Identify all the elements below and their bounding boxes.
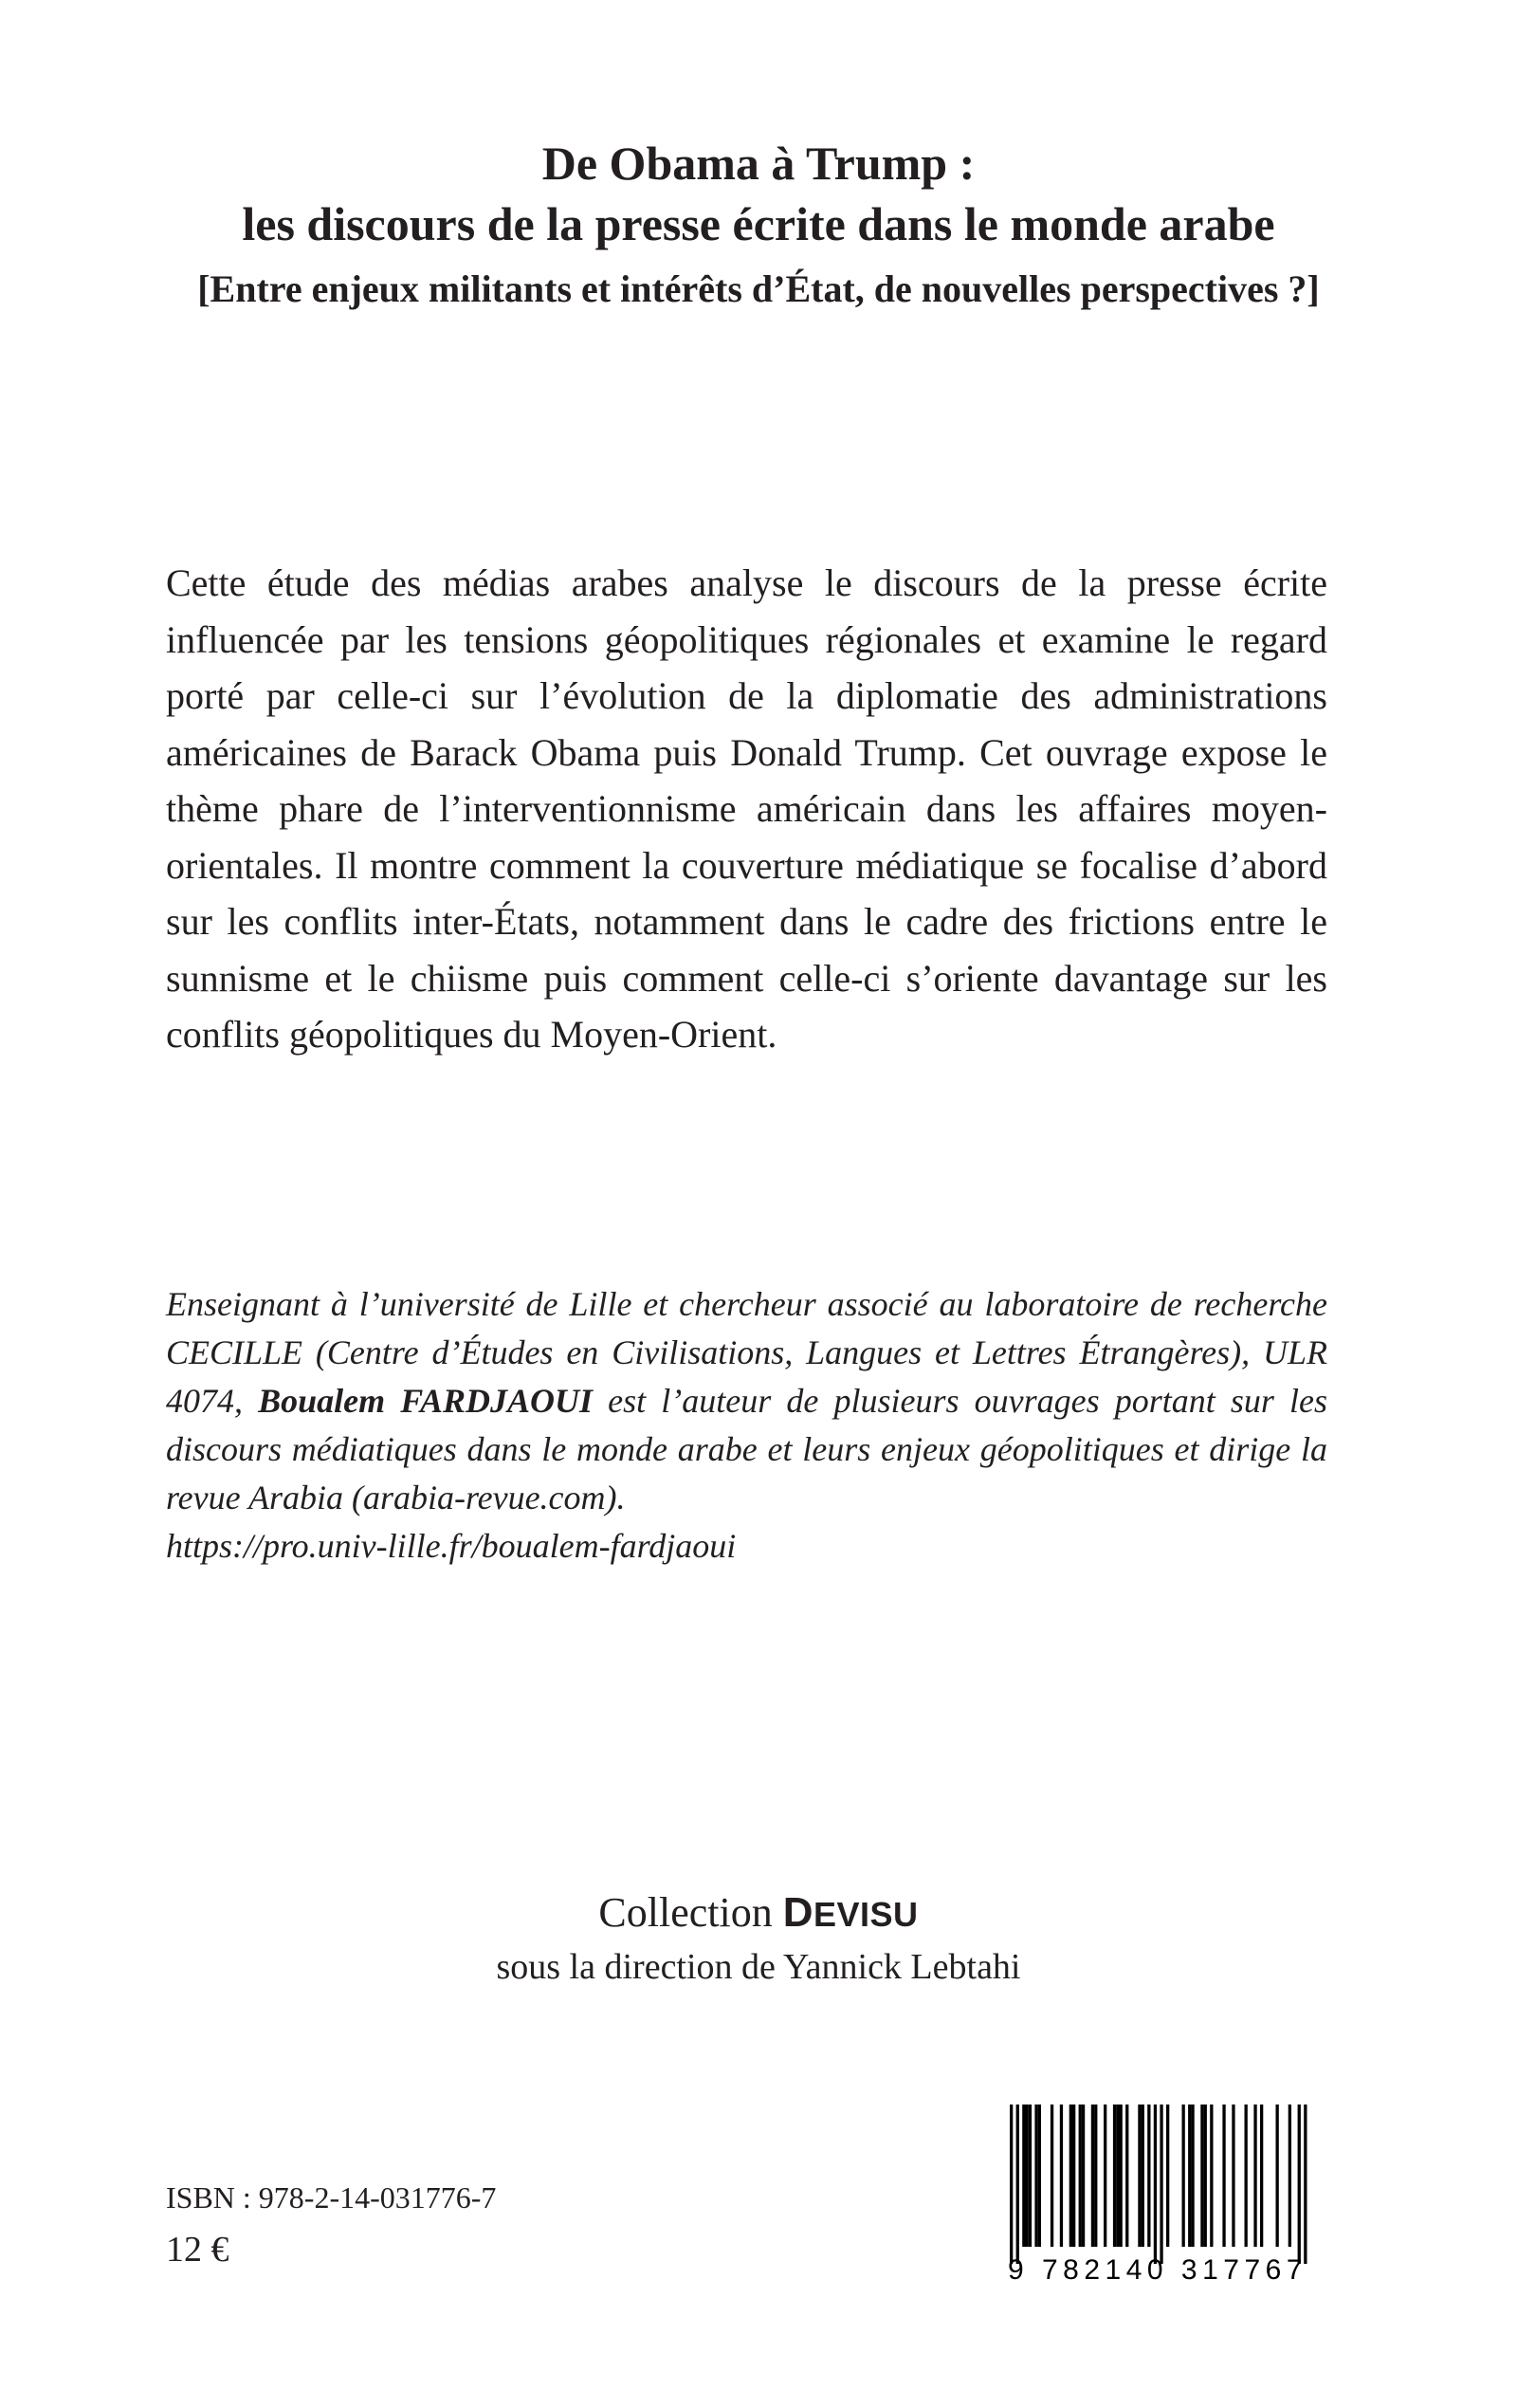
bio-intro: Enseignant à l’université de Lille et chercheur associé au laboratoire de recherche CECILLE (Centre d’Études en Civilisations, Langues et Lettres Étrangères), ULR 4074,	[166, 1285, 1327, 1420]
barcode-bar	[1142, 2105, 1144, 2247]
collection-line	[0, 1885, 1517, 1942]
barcode-bar	[1079, 2105, 1082, 2247]
barcode-bar	[1072, 2105, 1075, 2247]
barcode-bar	[1026, 2105, 1029, 2247]
barcode-bar	[1298, 2105, 1301, 2264]
barcode-bar	[1038, 2105, 1041, 2247]
barcode-bar	[1260, 2105, 1263, 2247]
back-cover-summary	[166, 555, 1327, 1063]
barcode-bar	[1116, 2105, 1119, 2247]
barcode-bar	[1166, 2105, 1169, 2247]
author-name: Boualem FARDJAOUI	[258, 1382, 594, 1420]
barcode-bar	[1091, 2105, 1094, 2247]
title-block	[0, 133, 1517, 319]
barcode-bar	[1034, 2105, 1037, 2247]
barcode-bar	[1082, 2105, 1085, 2247]
author-bio	[166, 1280, 1327, 1571]
collection-director: sous la direction de Yannick Lebtahi	[496, 1947, 1021, 1987]
bio-rest: est l’auteur de plusieurs ouvrages portant sur les discours médiatiques dans le monde arabe et leurs enjeux géopolitiques et dirige la revue Arabia (arabia-revue.com).	[166, 1382, 1328, 1516]
barcode-bar	[1147, 2105, 1150, 2247]
barcode-digits: 9 782140 317767	[1007, 2254, 1308, 2286]
barcode-bar	[1138, 2105, 1141, 2247]
barcode-bar	[1069, 2105, 1072, 2247]
author-url: https://pro.univ-lille.fr/boualem-fardjaoui	[166, 1527, 737, 1565]
barcode-bar	[1200, 2105, 1203, 2247]
collection-brand-rest: EVISU	[813, 1895, 919, 1934]
barcode-bar	[1022, 2105, 1025, 2247]
collection-block	[0, 1885, 1517, 1992]
barcode-bar	[1113, 2105, 1116, 2247]
collection-label: Collection	[598, 1889, 773, 1936]
barcode-bar	[1232, 2105, 1234, 2247]
collection-brand-initial: D	[782, 1889, 814, 1936]
barcode-bar	[1204, 2105, 1207, 2247]
barcode-bar	[1016, 2105, 1019, 2264]
barcode-bar	[1104, 2105, 1106, 2247]
barcode-bar	[1010, 2105, 1013, 2264]
barcode-bar	[1160, 2105, 1162, 2264]
barcode-bar	[1276, 2105, 1279, 2247]
barcode-bar	[1188, 2105, 1191, 2247]
barcode-bar	[1094, 2105, 1097, 2247]
isbn-text: ISBN : 978-2-14-031776-7	[166, 2180, 497, 2215]
barcode-bar	[1253, 2105, 1256, 2247]
barcode-bar	[1222, 2105, 1225, 2247]
book-title-line-1: De Obama à Trump :	[541, 137, 976, 190]
isbn-barcode	[981, 2101, 1323, 2286]
price-text: 12 €	[166, 2230, 229, 2270]
summary-paragraph: Cette étude des médias arabes analyse le discours de la presse écrite influencée par les tensions géopolitiques régionales et examine le regard porté par celle-ci sur l’évolution de la diplomatie des administrations américaines de Barack Obama puis Donald Trump. Cet ouvrage expose le thème phare de l’interventionnisme américain dans les affaires moyen-orientales. Il montre comment la couverture médiatique se focalise d’abord sur les conflits inter-États, notamment dans le cadre des frictions entre le sunnisme et le chiisme puis comment celle-ci s’oriente davantage sur les conflits géopolitiques du Moyen-Orient.	[166, 561, 1327, 1056]
barcode-bar	[1289, 2105, 1291, 2247]
book-subtitle: [Entre enjeux militants et intérêts d’État, de nouvelles perspectives ?]	[197, 267, 1320, 310]
barcode-bar	[1210, 2105, 1213, 2247]
barcode-bar	[1154, 2105, 1157, 2264]
barcode-bar	[1060, 2105, 1063, 2247]
barcode-bar	[1125, 2105, 1128, 2247]
barcode-bar	[1120, 2105, 1123, 2247]
collection-brand-logo	[783, 1889, 919, 1936]
barcode-bar	[1182, 2105, 1185, 2247]
barcode-bar	[1245, 2105, 1248, 2247]
barcode-bar	[1304, 2105, 1307, 2264]
barcode-bar	[1191, 2105, 1194, 2247]
book-title-line-2: les discours de la presse écrite dans le monde arabe	[242, 197, 1275, 250]
barcode-bar	[1029, 2105, 1032, 2247]
barcode-bar	[1051, 2105, 1053, 2247]
author-bio-paragraph	[166, 1280, 1327, 1571]
